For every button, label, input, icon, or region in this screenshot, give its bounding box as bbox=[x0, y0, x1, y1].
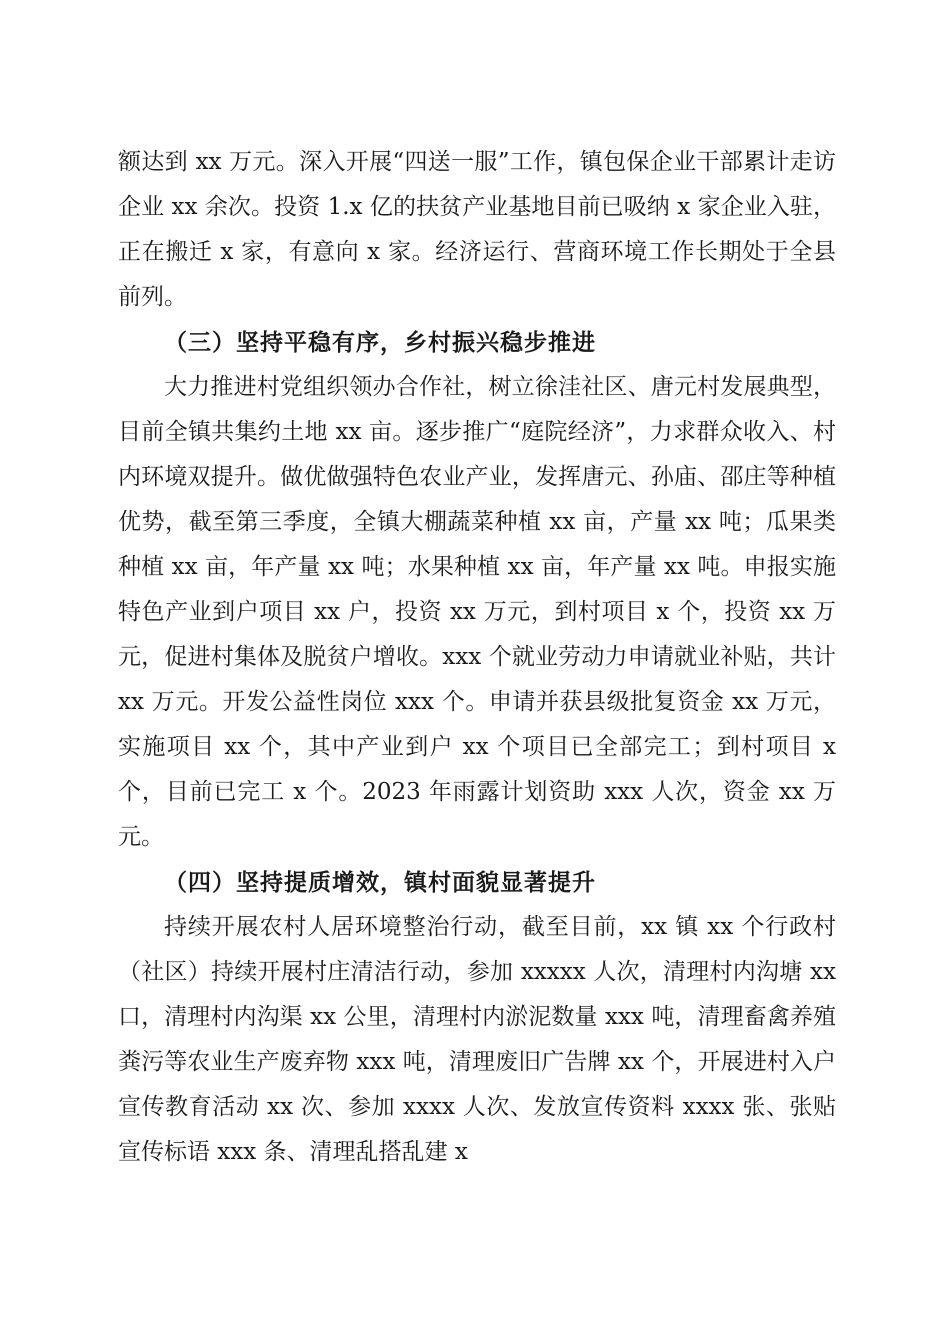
paragraph-environment: 持续开展农村人居环境整治行动，截至目前，xx 镇 xx 个行政村（社区）持续开展村庄清洁行动，参加 xxxxx 人次，清理村内沟塘 xx 口，清理村内沟渠 xx 公里，清理村内淤泥数量 xxx 吨，清理畜禽养殖粪污等农业生产废弃物 xxx 吨，清理废旧广告牌 xx 个，开展进村入户宣传教育活动 xx 次、参加 xxxx 人次、发放宣传资料 xxxx 张、张贴宣传标语 xxx 条、清理乱搭乱建 x bbox=[118, 914, 836, 1165]
paragraph-rural-revitalization: 大力推进村党组织领办合作社，树立徐洼社区、唐元村发展典型，目前全镇共集约土地 xx 亩。逐步推广“庭院经济”，力求群众收入、村内环境双提升。做优做强特色农业产业，发挥唐元、孙庙、邵庄等种植优势，截至第三季度，全镇大棚蔬菜种植 xx 亩，产量 xx 吨；瓜果类种植 xx 亩，年产量 xx 吨；水果种植 xx 亩，年产量 xx 吨。申报实施特色产业到户项目 xx 户，投资 xx 万元，到村项目 x 个，投资 xx 万元，促进村集体及脱贫户增收。xxx 个就业劳动力申请就业补贴，共计 xx 万元。开发公益性岗位 xxx 个。申请并获县级批复资金 xx 万元，实施项目 xx 个，其中产业到户 xx 个项目已全部完工；到村项目 x 个，目前已完工 x 个。2023 年雨露计划资助 xxx 人次，资金 xx 万元。 bbox=[118, 374, 836, 850]
document-body bbox=[118, 140, 836, 1175]
section-heading-4: （四）坚持提质增效，镇村面貌显著提升 bbox=[164, 869, 596, 896]
paragraph-continuation: 额达到 xx 万元。深入开展“四送一服”工作，镇包保企业干部累计走访企业 xx 余次。投资 1.x 亿的扶贫产业基地目前已吸纳 x 家企业入驻，正在搬迁 x 家，有意向 x 家。经济运行、营商环境工作长期处于全县前列。 bbox=[118, 149, 836, 310]
section-heading-3: （三）坚持平稳有序，乡村振兴稳步推进 bbox=[164, 329, 596, 356]
